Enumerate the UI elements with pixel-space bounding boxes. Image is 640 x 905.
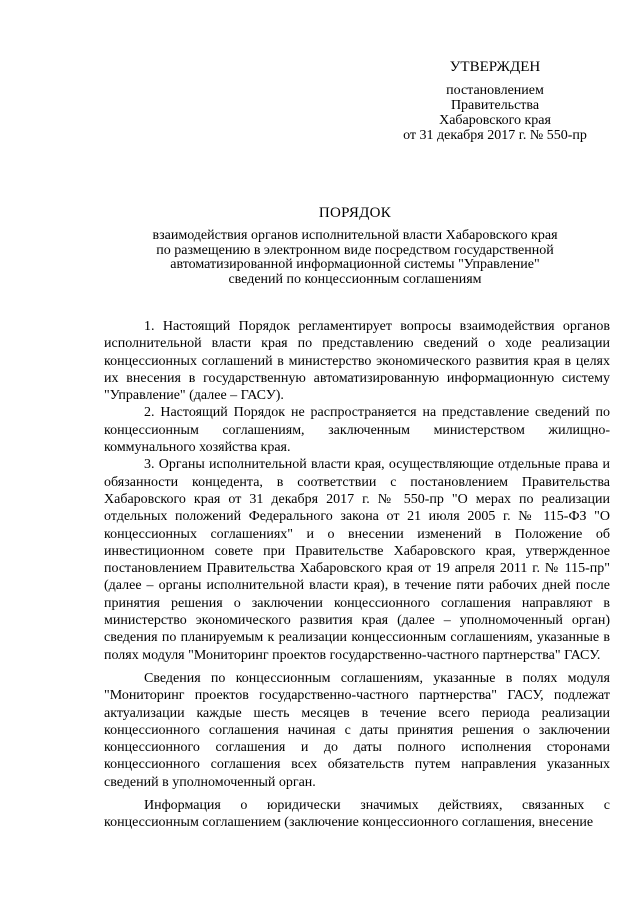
approval-line-1: постановлением: [446, 83, 544, 98]
approval-line-3: Хабаровского края: [439, 113, 551, 128]
paragraph-1: 1. Настоящий Порядок регламентирует вопросы взаимодействия органов исполнительной власти края по представлению сведений о ходе реализации концессионных соглашений в министерство экономического развития края в целях их внесения в государственную автоматизированную информационную систему "Управление" (далее – ГАСУ).: [104, 319, 610, 404]
approval-heading: УТВЕРЖДЕН: [449, 59, 541, 75]
document-subtitle-line-3: автоматизированной информационной системы "Управление": [170, 257, 540, 272]
approval-stamp: [380, 60, 610, 143]
approval-line-4: от 31 декабря 2017 г. № 550-пр: [403, 128, 587, 143]
document-subtitle-line-1: взаимодействия органов исполнительной власти Хабаровского края: [152, 228, 558, 243]
paragraph-4: Сведения по концессионным соглашениям, указанные в полях модуля "Мониторинг проектов государственно-частного партнерства" ГАСУ, подлежат актуализации каждые шесть месяцев в течение всего периода реализации концессионного соглашения начиная с даты принятия решения о заключении концессионного соглашения и до даты полного исполнения сторонами концессионного соглашения всех обязательств путем направления указанных сведений в уполномоченный орган.: [104, 670, 610, 790]
document-body: [104, 318, 610, 832]
document-heading: ПОРЯДОК: [318, 205, 392, 221]
document-subtitle-line-4: сведений по концессионным соглашениям: [228, 271, 482, 287]
document-subtitle-line-2: по размещению в электронном виде посредством государственной: [156, 242, 554, 258]
approval-line-2: Правительства: [450, 98, 540, 113]
paragraph-2: 2. Настоящий Порядок не распространяется на представление сведений по концессионным соглашениям, заключенным министерством жилищно-коммунального хозяйства края.: [104, 405, 610, 456]
paragraph-5: Информация о юридически значимых действиях, связанных с концессионным соглашением (заключение концессионного соглашения, внесение: [104, 798, 610, 831]
document-title-block: [100, 205, 610, 287]
paragraph-3: 3. Органы исполнительной власти края, осуществляющие отдельные права и обязанности концедента, в соответствии с постановлением Правительства Хабаровского края от 31 декабря 2017 г. № 550-пр "О мерах по реализации отдельных положений Федерального закона от 21 июля 2005 г. № 115-ФЗ "О концессионных соглашениях" и о внесении изменений в Положение об инвестиционном совете при Правительстве Хабаровского края, утвержденное постановлением Правительства Хабаровского края от 19 апреля 2011 г. № 115-пр" (далее – органы исполнительной власти края), в течение пяти рабочих дней после принятия решения о заключении концессионного соглашения направляют в министерство экономического развития края (далее – уполномоченный орган) сведения по планируемым к реализации концессионным соглашениям, указанные в полях модуля "Мониторинг проектов государственно-частного партнерства" ГАСУ.: [104, 457, 610, 663]
